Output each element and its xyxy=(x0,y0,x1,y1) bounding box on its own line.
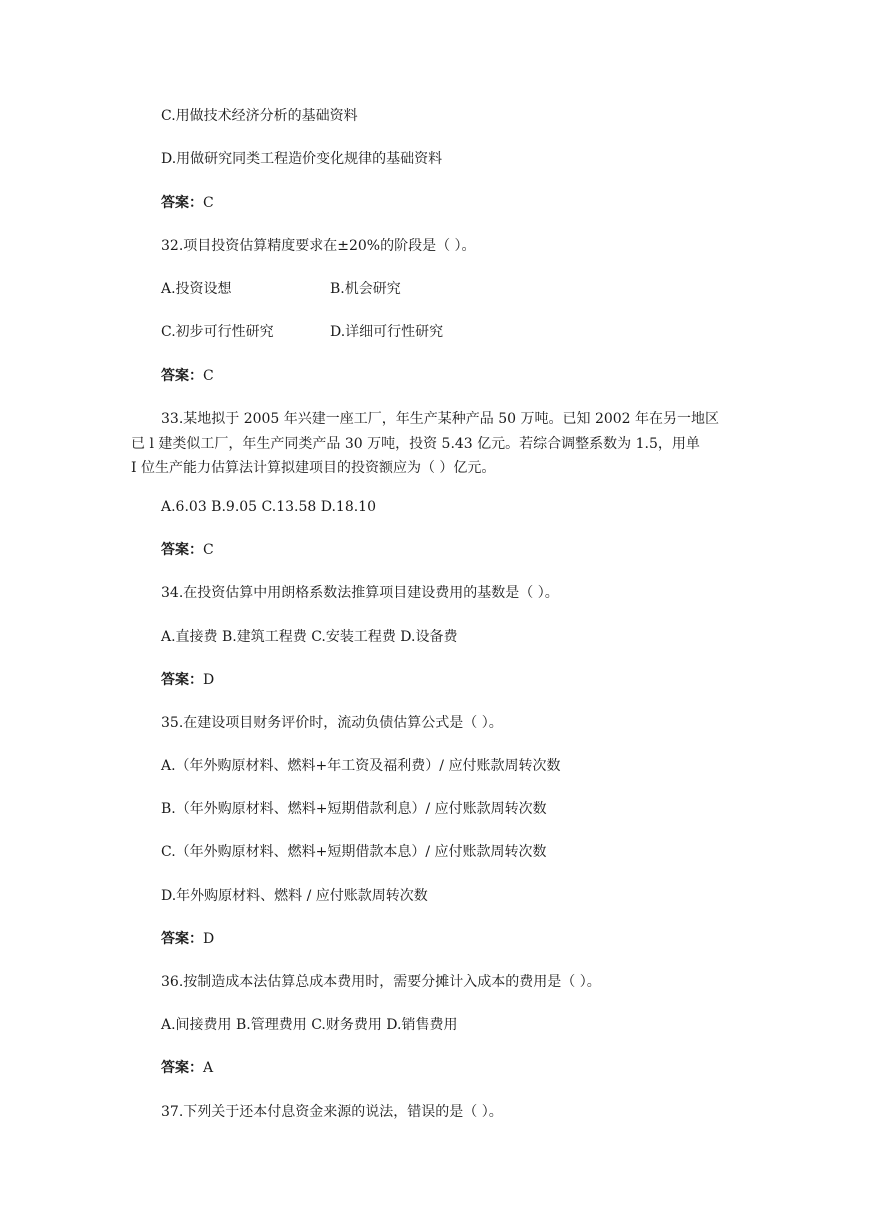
option-c-q35: C.（年外购原材料、燃料+短期借款本息）/ 应付账款周转次数 xyxy=(161,844,547,860)
answer-value: D xyxy=(203,931,215,947)
option-a-q32: A.投资设想 xyxy=(161,281,232,297)
answer-value: C xyxy=(203,195,214,211)
answer-q34 xyxy=(161,670,214,690)
option-b-q35: B.（年外购原材料、燃料+短期借款利息）/ 应付账款周转次数 xyxy=(161,801,547,817)
answer-value: A xyxy=(203,1060,214,1076)
answer-q32 xyxy=(161,366,214,386)
question-34: 34.在投资估算中用朗格系数法推算项目建设费用的基数是（ ）。 xyxy=(161,585,559,601)
options-q36: A.间接费用 B.管理费用 C.财务费用 D.销售费用 xyxy=(161,1017,458,1033)
answer-value: C xyxy=(203,368,214,384)
answer-value: C xyxy=(203,542,214,558)
options-row-1-q32 xyxy=(161,279,232,299)
option-c-q31: C.用做技术经济分析的基础资料 xyxy=(161,108,358,124)
answer-q33 xyxy=(161,540,214,560)
question-35: 35.在建设项目财务评价时，流动负债估算公式是（ ）。 xyxy=(161,715,503,731)
answer-q36 xyxy=(161,1058,213,1078)
answer-label: 答案： xyxy=(161,672,203,688)
option-d-q32: D.详细可行性研究 xyxy=(330,324,444,340)
answer-q35 xyxy=(161,929,214,949)
options-q33: A.6.03 B.9.05 C.13.58 D.18.10 xyxy=(161,499,376,515)
answer-label: 答案： xyxy=(161,195,203,211)
answer-label: 答案： xyxy=(161,931,203,947)
answer-value: D xyxy=(203,672,215,688)
question-33-line-1: 33.某地拟于 2005 年兴建一座工厂，年生产某种产品 50 万吨。已知 2002 年在另一地区 xyxy=(161,411,720,427)
option-d-q35: D.年外购原材料、燃料 / 应付账款周转次数 xyxy=(161,888,428,904)
question-32: 32.项目投资估算精度要求在±20%的阶段是（ ）。 xyxy=(161,238,476,254)
answer-label: 答案： xyxy=(161,542,203,558)
options-q34: A.直接费 B.建筑工程费 C.安装工程费 D.设备费 xyxy=(161,629,458,645)
answer-label: 答案： xyxy=(161,368,203,384)
answer-q31 xyxy=(161,193,214,213)
question-36: 36.按制造成本法估算总成本费用时，需要分摊计入成本的费用是（ ）。 xyxy=(161,974,601,990)
question-33-line-2: 已 l 建类似工厂，年生产同类产品 30 万吨，投资 5.43 亿元。若综合调整系数为 1.5，用单 xyxy=(131,436,700,452)
answer-label: 答案： xyxy=(161,1060,203,1076)
question-33-line-3: I 位生产能力估算法计算拟建项目的投资额应为（ ）亿元。 xyxy=(131,460,496,476)
option-d-q31: D.用做研究同类工程造价变化规律的基础资料 xyxy=(161,151,443,167)
option-a-q35: A.（年外购原材料、燃料+年工资及福利费）/ 应付账款周转次数 xyxy=(161,758,561,774)
option-b-q32: B.机会研究 xyxy=(330,281,401,297)
option-c-q32: C.初步可行性研究 xyxy=(161,324,274,340)
question-37: 37.下列关于还本付息资金来源的说法，错误的是（ ）。 xyxy=(161,1104,503,1120)
